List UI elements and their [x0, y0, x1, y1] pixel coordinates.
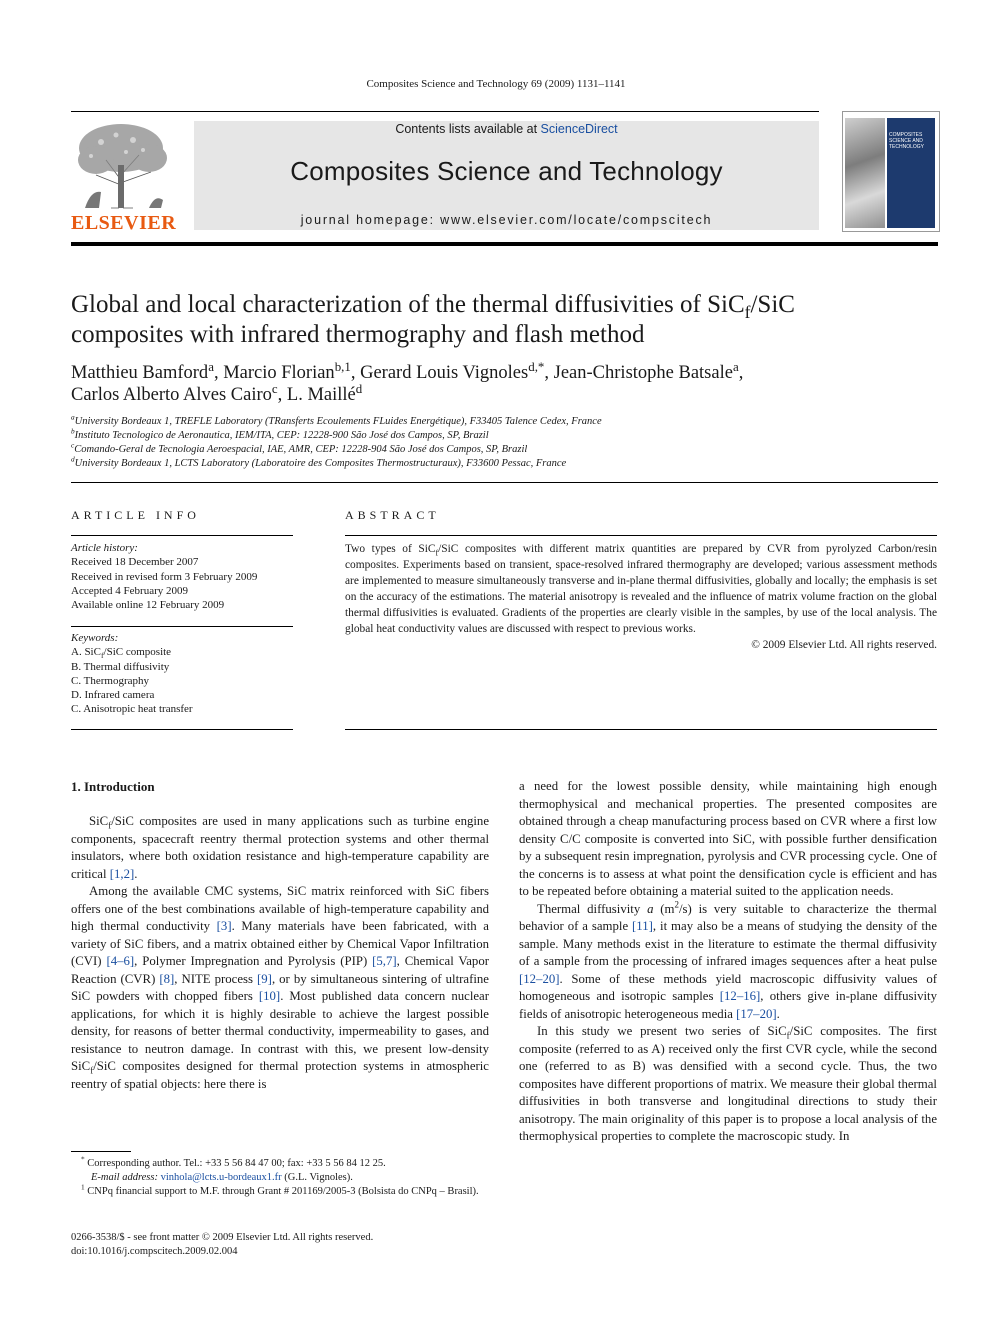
footnote-mark: 1: [81, 1182, 85, 1192]
keyword-subscript: f: [100, 651, 104, 661]
article-info-rule: [71, 535, 293, 536]
author-list: [71, 358, 951, 406]
journal-cover-thumbnail: [842, 111, 940, 232]
intro-right-column: [519, 778, 937, 1146]
intro-left-column: [71, 813, 489, 1093]
citation-link[interactable]: [4–6]: [106, 954, 135, 968]
text-run: /SiC composites. The first composite (referred to as A) received only the first CVR cycle, while the second one (referred to as B) was densified with a second cycle. Thus, the two composites have different proportions of matrix. We measure their global thermal diffusivities in both transverse and longitudinal directions to study their anisotropy. The main originality of this paper is to propose a local analysis of the thermophysical properties to complete the macroscopic study. In: [519, 1024, 937, 1143]
history-item: Received in revised form 3 February 2009: [71, 570, 258, 583]
text-run: , or by simultaneous sintering of ultrafine SiC powders with chopped fibers: [71, 971, 489, 1003]
history-label: Article history:: [71, 542, 138, 554]
citation-link[interactable]: [1,2]: [109, 866, 135, 881]
paragraph: [519, 901, 937, 1024]
contents-prefix: Contents lists available at: [395, 122, 541, 136]
keyword: [71, 645, 293, 659]
text-run: .: [776, 1006, 780, 1021]
citation-link[interactable]: [10]: [258, 989, 281, 1003]
title-part: composites with infrared thermography and flash method: [71, 321, 645, 348]
keyword-part: A. SiC: [71, 646, 101, 659]
author-affil-mark[interactable]: c: [271, 380, 278, 396]
author-separator: ,: [213, 363, 224, 383]
keywords-label: Keywords:: [71, 632, 119, 644]
subscript: f: [90, 1065, 94, 1076]
text-run: Among the available CMC systems, SiC matrix reinforced with SiC fibers offers one of the best combinations available of high-temperature capability and high thermal conductivity: [71, 884, 489, 933]
text-run: (m: [653, 901, 675, 916]
citation-link[interactable]: [9]: [257, 971, 272, 986]
text-run: . Some of these methods yield macroscopic diffusivity values of homogeneous and isotropic samples: [519, 971, 937, 1003]
text-run: . Many materials have been fabricated, with a variety of SiC fibers, and a matrix obtained either by Chemical Vapor Infiltration (CVI): [71, 919, 489, 968]
history-item: Received 18 December 2007: [71, 556, 199, 569]
affiliation-text: Comando-Geral de Tecnologia Aeroespacial, IAE, AMR, CEP: 12228-904 São José dos Campos, SP, Brazil: [74, 444, 528, 455]
author-name[interactable]: Jean-Christophe Batsale: [553, 363, 733, 383]
issn-line: 0266-3538/$ - see front matter © 2009 Elsevier Ltd. All rights reserved.: [71, 1232, 374, 1243]
footnote-email: [71, 1171, 489, 1185]
author-affil-mark[interactable]: b,1: [334, 358, 351, 374]
author-affil-mark[interactable]: a: [732, 358, 739, 374]
paragraph: a need for the lowest possible density, while maintaining high enough thermophysical and mechanical properties. The presented composites are obtained through a cheap manufacturing process based on CVR where a first low density C/C composite is converted into SiC, with possible further densification by a subsequent resin impregnation, pyrolysis and CVR processing cycle. One of the concerns is to assess at what point the densification cycle is efficient and has to be repeated before obtaining a material suited to the application needs.: [519, 779, 937, 898]
affiliation: [71, 412, 951, 429]
text-run: /SiC composites are used in many applications such as turbine engine components, spacecraft reentry thermal protection systems and other thermal insulators, where both oxidation resistance and high-temperature capability are critical: [71, 814, 489, 881]
cover-line: COMPOSITES: [889, 132, 923, 138]
citation-link[interactable]: [8]: [159, 971, 175, 986]
author-separator: ,: [544, 363, 554, 383]
footnote-text: Corresponding author. Tel.: +33 5 56 84 47 00; fax: +33 5 56 84 12 25.: [87, 1158, 386, 1169]
title-subscript: f: [744, 302, 751, 322]
affiliation-text: University Bordeaux 1, TREFLE Laboratory (TRansferts Ecoulements FLuides Energétique), F33405 Talence Cedex, France: [74, 416, 602, 427]
affiliation: [71, 440, 951, 457]
affiliation-key: d: [71, 454, 75, 464]
subscript: f: [786, 1030, 790, 1041]
affiliation-key: c: [71, 440, 75, 450]
journal-title: Composites Science and Technology: [290, 156, 723, 186]
author-affil-mark[interactable]: a: [208, 358, 214, 374]
footnote-rule: [71, 1151, 131, 1152]
text-run: , it may also be a means of studying the density of the sample. Many methods exist in the literature to estimate the thermal diffusivity of a sample from the processing of infrared images sequences after a heat pulse: [519, 919, 937, 968]
abstract-body: /SiC composites with different matrix quantities are prepared by CVR from pyrolyzed Carbon/resin composites. Experiments based on transient, space-resolved infrared thermography are developed; various assessment methods are implemented to measure simultaneously transverse and in-plane thermal diffusivities, globally and locally; the emphasis is set on the accuracy of the estimations. The material anisotropy is revealed and the influence of matrix volume fraction on the global thermal diffusivities is evaluated. Gradients of the properties are clearly visible in the samples, by use of the local analysis. The global heat conductivity values are discussed with respect to previous works.: [345, 543, 937, 635]
keyword-part: /SiC composite: [103, 646, 172, 659]
author-separator: ,: [350, 363, 361, 383]
abstract-subscript: f: [435, 548, 439, 558]
keyword: D. Infrared camera: [71, 689, 155, 702]
citation-link[interactable]: [12–16]: [719, 989, 761, 1003]
footnote-funding: [71, 1182, 489, 1199]
text-run: , NITE process: [174, 971, 258, 986]
article-info-heading: ARTICLE INFO: [71, 508, 200, 522]
citation-link[interactable]: [12–20]: [519, 971, 560, 986]
text-run: /SiC composites designed for thermal protection systems in atmospheric reentry of spatial objects: here there is: [71, 1059, 489, 1091]
section-heading-introduction: 1. Introduction: [71, 779, 155, 794]
article-info-end-rule: [71, 729, 293, 730]
text-run: , Polymer Impregnation and Pyrolysis (PIP): [134, 954, 373, 968]
affiliation-key: b: [71, 426, 75, 436]
paragraph: [71, 813, 489, 883]
homepage-url[interactable]: www.elsevier.com/locate/compscitech: [440, 213, 713, 227]
variable: a: [647, 901, 654, 916]
front-matter: [71, 1231, 489, 1259]
author-name[interactable]: Marcio Florian: [223, 363, 335, 383]
cover-image: [845, 118, 885, 228]
superscript: 2: [674, 899, 679, 910]
author-name[interactable]: Carlos Alberto Alves Cairo: [71, 385, 272, 405]
text-run: In this study we present two series of SiC: [537, 1024, 787, 1038]
keyword: B. Thermal diffusivity: [71, 660, 170, 673]
journal-homepage: [194, 213, 819, 227]
journal-reference: Composites Science and Technology 69 (2009) 1131–1141: [366, 78, 626, 90]
abstract-text: [345, 541, 937, 653]
citation-link[interactable]: [17–20]: [736, 1006, 777, 1021]
affiliation-text: Instituto Tecnologico de Aeronautica, IEM/ITA, CEP: 12228-900 São José dos Campos, SP, Brazil: [74, 430, 489, 441]
text-run: SiC: [89, 814, 109, 828]
history-item: Available online 12 February 2009: [71, 599, 225, 612]
author-affil-mark[interactable]: d: [355, 380, 363, 396]
affiliation-key: a: [71, 412, 75, 422]
abstract-end-rule: [345, 729, 937, 730]
affiliation: [71, 426, 951, 443]
keyword: C. Thermography: [71, 674, 150, 687]
text-run: , Chemical Vapor Reaction (CVR): [71, 954, 489, 986]
paragraph: [71, 883, 489, 1093]
author-separator: ,: [738, 363, 744, 383]
abstract-part: Two types of SiC: [345, 543, 436, 555]
author-name[interactable]: Gerard Louis Vignoles: [360, 363, 529, 383]
masthead-bottom-rule: [71, 242, 938, 246]
email-link[interactable]: vinhola@lcts.u-bordeaux1.fr: [160, 1172, 282, 1183]
affiliation: [71, 454, 951, 471]
cover-line: TECHNOLOGY: [889, 144, 925, 150]
affiliation-rule: [71, 482, 938, 483]
citation-link[interactable]: [5,7]: [372, 954, 397, 968]
citation-link[interactable]: [11]: [632, 919, 653, 933]
author-name[interactable]: L. Maillé: [286, 385, 356, 405]
abstract-rule: [345, 535, 937, 536]
footnotes: [71, 1154, 489, 1199]
publisher-name: ELSEVIER: [71, 212, 177, 234]
footnote-mark: *: [81, 1154, 85, 1164]
author-name[interactable]: Matthieu Bamford: [71, 363, 209, 383]
doi-line[interactable]: doi:10.1016/j.compscitech.2009.02.004: [71, 1246, 238, 1257]
copyright: © 2009 Elsevier Ltd. All rights reserved.: [751, 639, 937, 651]
title-part: Global and local characterization of the thermal diffusivities of SiC: [71, 291, 745, 318]
text-run: , others give in-plane diffusivity fields of anisotropic heterogeneous media: [519, 989, 937, 1021]
author-separator: ,: [277, 385, 287, 405]
history-item: Accepted 4 February 2009: [71, 584, 188, 597]
text-run: /s) is very suitable to characterize the thermal behavior of a sample: [519, 901, 937, 933]
article-history: [71, 541, 293, 612]
elsevier-tree-logo: [71, 120, 173, 210]
email-label: E-mail address:: [91, 1172, 161, 1183]
cover-title: [889, 132, 933, 150]
footnote-text: CNPq financial support to M.F. through Grant # 201169/2005-3 (Bolsista do CNPq – Brasil).: [87, 1186, 479, 1197]
keywords: [71, 631, 293, 717]
homepage-prefix: journal homepage:: [300, 213, 441, 227]
keywords-rule: [71, 626, 293, 627]
text-run: .: [134, 866, 138, 881]
text-run: Thermal diffusivity: [537, 901, 648, 916]
paragraph: [519, 1023, 937, 1146]
footnote-corresponding: [71, 1154, 489, 1171]
keyword: C. Anisotropic heat transfer: [71, 703, 193, 716]
citation-link[interactable]: [3]: [216, 919, 232, 933]
affiliation-text: University Bordeaux 1, LCTS Laboratory (Laboratoire des Composites Thermostructuraux), F33600 Pessac, France: [74, 458, 567, 469]
contents-available-line: [194, 122, 819, 136]
top-rule: [71, 111, 819, 112]
text-run: . Most published data concern nuclear applications, for which it is highly desirable to achieve the largest possible density, for reasons of better thermal conductivity, impermeability to gases, and resistance to neutron damage. In contrast with this, we present low-density SiC: [71, 989, 489, 1073]
article-title: [71, 290, 951, 350]
author-affil-mark[interactable]: d,*: [528, 358, 545, 374]
title-part: /SiC: [750, 291, 795, 318]
abstract-heading: ABSTRACT: [345, 508, 440, 522]
subscript: f: [108, 820, 112, 831]
footnote-text: (G.L. Vignoles).: [281, 1172, 353, 1183]
cover-line: SCIENCE AND: [889, 138, 923, 144]
sciencedirect-link[interactable]: ScienceDirect: [540, 122, 618, 136]
